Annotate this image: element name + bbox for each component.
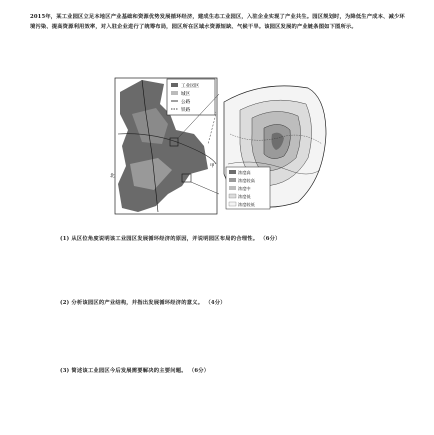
inset-legend-label: 浓度高 [238,170,251,175]
question-text: (2) 分析该园区的产业结构，并指出发展循环经济的意义。 [60,300,204,306]
intro-paragraph: 2015年，某工业园区立足本地区产业基础和资源优势发展循环经济，建成生态工业园区，入驻企业实现了产业共生。园区规划时，为降低生产成本、减少环境污染、提高资源利用效率，对入驻企业进行了统筹布局，园区所在区域水资源短缺、气候干旱。该园区发展的产业链条图如下图所示。 [30,14,405,30]
side-label: 甲 [210,164,215,169]
legend-label: 铁路 [181,108,191,113]
figure-map [112,74,334,220]
question-text: (3) 简述该工业园区今后发展需要解决的主要问题。 [60,368,187,374]
legend-label: 城区 [181,92,191,97]
question-score: （6分） [188,368,210,374]
legend-label: 公路 [181,100,191,105]
inset-legend-label: 浓度较低 [238,202,255,207]
inset-legend-label: 浓度低 [238,194,251,199]
question-3 [60,366,209,374]
question-2 [60,298,226,306]
question-1 [60,234,281,242]
inset-map [224,86,326,209]
question-score: （6分） [260,236,281,242]
inset-legend-label: 浓度较高 [238,178,255,183]
question-text: (1) 从区位角度说明该工业园区发展循环经济的原因，并说明园区布局的合理性。 [60,236,259,242]
legend-label: 工业园区 [181,84,200,89]
inset-legend-label: 浓度中 [238,186,251,191]
side-label: 北 [110,174,115,179]
question-score: （4分） [205,300,226,306]
